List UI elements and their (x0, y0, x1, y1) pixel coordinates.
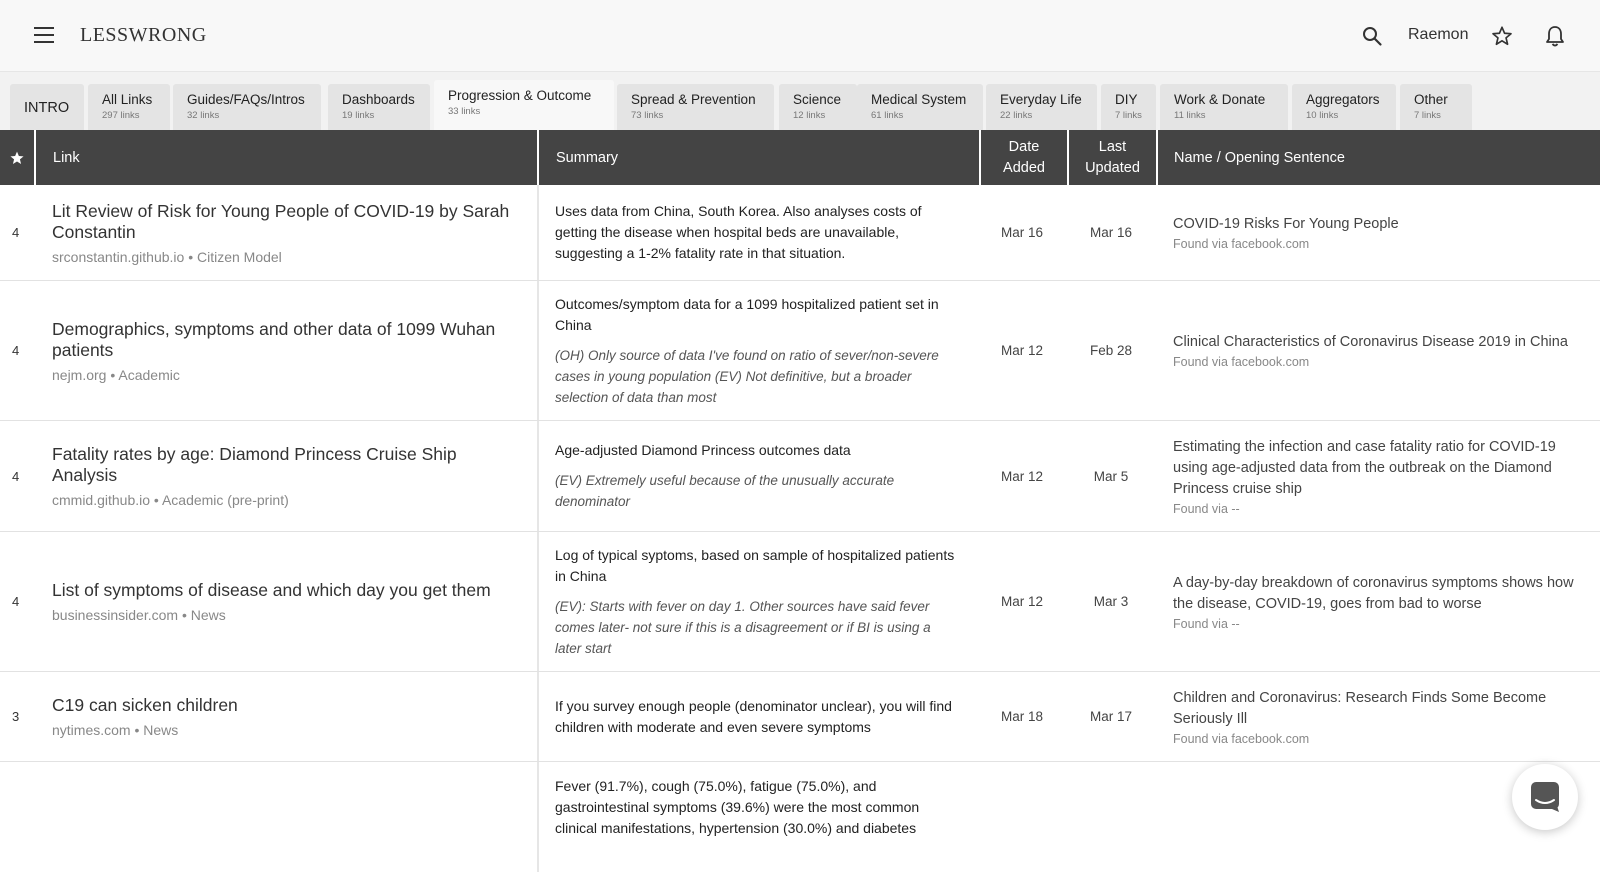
link-title[interactable]: Lit Review of Risk for Young People of COVID-19 by Sarah Constantin (52, 200, 510, 242)
name-cell (1173, 185, 1593, 280)
last-updated: Mar 3 (1093, 594, 1129, 609)
last-updated: Mar 16 (1089, 225, 1133, 240)
table-row (0, 672, 1600, 762)
tab-count: 22 links (1000, 110, 1033, 121)
links-table (0, 130, 1600, 852)
tab-count: 7 links (1115, 110, 1142, 121)
summary-text: If you survey enough people (denominator unclear), you will find children with moderate and even severe symptoms (555, 697, 952, 735)
tab-count: 11 links (1174, 110, 1206, 121)
table-row (0, 281, 1600, 421)
username-menu[interactable]: Raemon (1408, 26, 1469, 43)
date-added: Mar 16 (1000, 225, 1044, 240)
tab-label: Everyday Life (1000, 92, 1082, 107)
column-divider (537, 421, 539, 531)
column-divider (537, 762, 539, 872)
rating-column-header[interactable] (0, 130, 36, 185)
tab-label: Aggregators (1306, 92, 1380, 107)
opening-sentence[interactable]: Clinical Characteristics of Coronavirus Disease 2019 in China (1173, 334, 1568, 350)
summary-note: (EV): Starts with fever on day 1. Other sources have said fever comes later- not sure if this is a disagreement or if BI is using a later start (555, 598, 931, 656)
summary-note: (OH) Only source of data I've found on ratio of sever/non-severe cases in young population (EV) Not definitive, but a broader selection of data than most (555, 347, 939, 405)
tab-label: Guides/FAQs/Intros (187, 92, 305, 107)
tab-count: 73 links (631, 110, 664, 121)
opening-sentence[interactable]: Children and Coronavirus: Research Finds Some Become Seriously Ill (1173, 689, 1547, 727)
found-via: Found via facebook.com (1173, 355, 1310, 369)
link-source: nytimes.com • News (52, 722, 179, 738)
tab-label: INTRO (24, 100, 70, 116)
rating-value: 4 (12, 594, 20, 609)
tab-label: Science (793, 92, 842, 107)
link-source: cmmid.github.io • Academic (pre-print) (52, 492, 289, 508)
tab-guides-faqs-intros[interactable] (173, 84, 321, 130)
chat-widget-button[interactable] (1512, 764, 1578, 830)
tab-count: 32 links (187, 110, 220, 121)
tab-label: Work & Donate (1174, 92, 1266, 107)
tab-count: 33 links (448, 106, 481, 117)
link-cell (52, 421, 522, 531)
tab-spread-prevention[interactable] (617, 84, 774, 130)
table-row (0, 762, 1600, 872)
hamburger-menu-icon[interactable] (34, 27, 54, 43)
link-source: srconstantin.github.io • Citizen Model (52, 248, 282, 265)
date-added: Mar 18 (1000, 709, 1044, 724)
found-via: Found via -- (1173, 501, 1240, 516)
star-icon (9, 150, 25, 166)
link-cell (52, 185, 522, 280)
tab-intro[interactable] (10, 84, 84, 130)
rating-value: 4 (12, 468, 20, 484)
date-added: Mar 12 (1000, 594, 1044, 609)
tab-everyday-life[interactable] (986, 84, 1097, 130)
notifications-bell-icon[interactable] (1545, 25, 1565, 47)
star-icon[interactable] (1491, 25, 1513, 47)
tab-diy[interactable] (1101, 84, 1156, 130)
link-title[interactable]: C19 can sicken children (52, 695, 238, 715)
tab-all-links[interactable] (88, 84, 170, 130)
column-divider (537, 672, 539, 761)
summary-text: Outcomes/symptom data for a 1099 hospitalized patient set in China (555, 295, 939, 333)
tab-count: 297 links (102, 110, 140, 121)
opening-sentence[interactable]: Estimating the infection and case fatality ratio for COVID-19 using age-adjusted data from the outbreak on the Diamond Princess cruise ship (1173, 438, 1556, 497)
summary-cell (555, 672, 960, 761)
tab-label: Spread & Prevention (631, 92, 756, 107)
summary-text: Log of typical syptoms, based on sample of hospitalized patients in China (555, 546, 955, 584)
tab-label: All Links (102, 92, 153, 107)
rating-value: 4 (12, 343, 20, 358)
link-column-header[interactable]: Link (36, 130, 539, 185)
table-row (0, 185, 1600, 281)
last-updated: Mar 17 (1089, 709, 1133, 724)
tab-dashboards[interactable] (328, 84, 430, 130)
found-via: Found via facebook.com (1173, 731, 1310, 746)
tab-other[interactable] (1400, 84, 1472, 130)
tab-work-donate[interactable] (1160, 84, 1288, 130)
opening-sentence[interactable]: COVID-19 Risks For Young People (1173, 216, 1399, 232)
column-divider (537, 185, 539, 280)
last-updated: Mar 5 (1093, 468, 1129, 484)
rating-value: 3 (12, 709, 20, 724)
tab-count: 12 links (793, 110, 826, 121)
tab-count: 10 links (1306, 110, 1339, 121)
name-cell (1173, 281, 1593, 420)
table-header (0, 130, 1600, 185)
date-added: Mar 12 (1000, 468, 1044, 484)
table-row (0, 532, 1600, 672)
tab-label: Medical System (871, 92, 967, 107)
date-added: Mar 12 (1000, 343, 1044, 358)
link-cell (52, 281, 522, 420)
name-column-header[interactable]: Name / Opening Sentence (1174, 149, 1345, 166)
summary-note: (EV) Extremely useful because of the unusually accurate denominator (555, 473, 895, 509)
chat-icon (1530, 781, 1560, 813)
tab-label: Progression & Outcome (448, 88, 592, 103)
summary-column-header[interactable]: Summary (539, 130, 981, 185)
category-tabs (0, 72, 1600, 130)
name-cell (1173, 532, 1593, 671)
tab-label: Other (1414, 92, 1448, 107)
summary-cell (555, 281, 960, 420)
link-source: nejm.org • Academic (52, 366, 180, 383)
link-title[interactable]: Fatality rates by age: Diamond Princess Cruise Ship Analysis (52, 444, 457, 485)
table-row (0, 421, 1600, 532)
date-added-column-header[interactable]: Date Added (981, 130, 1069, 185)
found-via: Found via facebook.com (1173, 237, 1310, 251)
summary-cell (555, 185, 960, 280)
site-logo[interactable]: LESSWRONG (80, 24, 207, 46)
name-cell (1173, 421, 1593, 531)
summary-text: Age-adjusted Diamond Princess outcomes data (555, 442, 851, 458)
last-updated: Feb 28 (1089, 343, 1133, 358)
found-via: Found via -- (1173, 616, 1240, 631)
link-title[interactable]: List of symptoms of disease and which day you get them (52, 580, 491, 600)
name-cell (1173, 672, 1593, 761)
tab-count: 19 links (342, 110, 375, 121)
column-divider (537, 532, 539, 671)
tab-aggregators[interactable] (1292, 84, 1396, 130)
summary-text: Fever (91.7%), cough (75.0%), fatigue (75.0%), and gastrointestinal symptoms (39.6%) were the most common clinical manifestations, hypertension (30.0%) and diabetes (555, 778, 920, 836)
summary-text: Uses data from China, South Korea. Also analyses costs of getting the disease when hospital beds are unavailable, suggesting a 1-2% fatality rate in that situation. (555, 203, 922, 261)
link-source: businessinsider.com • News (52, 607, 226, 623)
summary-cell (555, 762, 960, 836)
opening-sentence[interactable]: A day-by-day breakdown of coronavirus symptoms shows how the disease, COVID-19, goes from bad to worse (1173, 574, 1574, 612)
column-divider (537, 281, 539, 420)
link-cell (52, 672, 522, 761)
summary-cell (555, 421, 960, 531)
tab-label: Dashboards (342, 92, 415, 107)
link-title[interactable]: Demographics, symptoms and other data of 1099 Wuhan patients (52, 318, 496, 360)
tab-count: 7 links (1414, 110, 1441, 121)
search-icon[interactable] (1362, 26, 1382, 46)
tab-science[interactable] (779, 84, 857, 130)
summary-cell (555, 532, 960, 671)
rating-value: 4 (12, 225, 20, 240)
tab-label: DIY (1115, 92, 1138, 107)
tab-progression-outcome[interactable] (434, 80, 614, 130)
tab-medical-system[interactable] (857, 84, 983, 130)
last-updated-column-header[interactable]: Last Updated (1069, 130, 1158, 185)
top-header (0, 0, 1600, 72)
link-cell (52, 532, 522, 671)
tab-count: 61 links (871, 110, 904, 121)
